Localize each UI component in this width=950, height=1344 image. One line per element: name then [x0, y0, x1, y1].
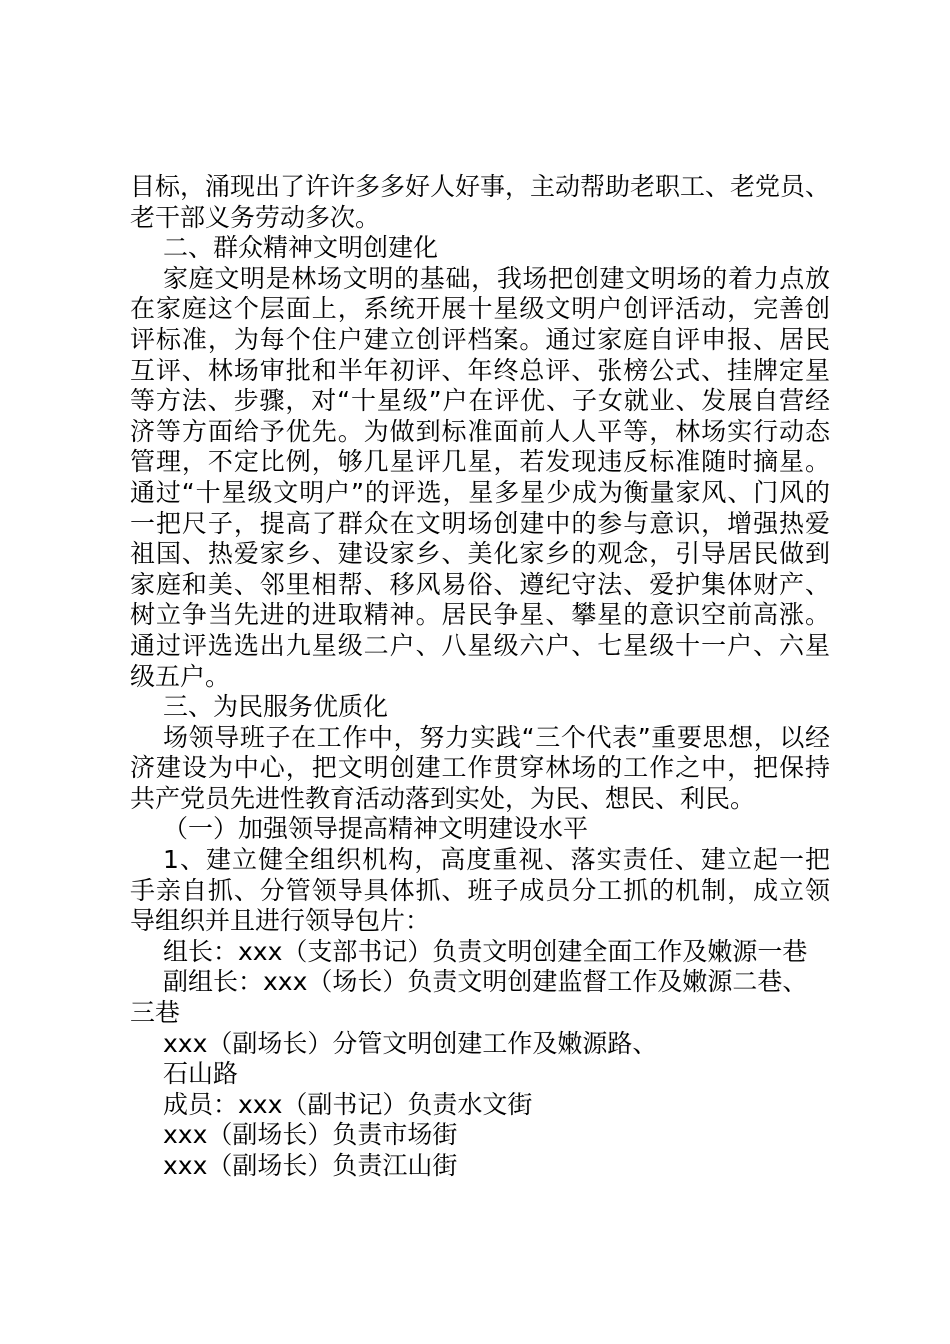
text-line: 家庭和美、邻里相帮、移风易俗、遵纪守法、爱护集体财产、: [130, 569, 830, 599]
text-line: 导组织并且进行领导包片：: [130, 906, 431, 936]
text-line: 共产党员先进性教育活动落到实处，为民、想民、利民。: [130, 783, 756, 813]
section-heading: 二、群众精神文明创建化: [163, 233, 439, 263]
text-line: 树立争当先进的进取精神。居民争星、攀星的意识空前高涨。: [130, 600, 830, 630]
text-line: 家庭文明是林场文明的基础，我场把创建文明场的着力点放: [163, 263, 830, 293]
text-line: 通过“十星级文明户”的评选，星多星少成为衡量家风、门风的: [130, 477, 830, 507]
text-line: xxx（副场长）分管文明创建工作及嫩源路、: [163, 1028, 658, 1058]
text-line: 目标，涌现出了许许多多好人好事，主动帮助老职工、老党员、: [130, 172, 831, 201]
text-line: 评标准，为每个住户建立创评档案。通过家庭自评申报、居民: [130, 324, 830, 354]
text-line: 成员：xxx（副书记）负责水文街: [163, 1089, 533, 1119]
text-line: 石山路: [163, 1059, 239, 1089]
text-line: 三巷: [130, 998, 181, 1028]
document-body: [130, 172, 830, 1182]
text-line: 场领导班子在工作中，努力实践“三个代表”重要思想，以经: [163, 722, 830, 752]
text-line: 通过评选选出九星级二户、八星级六户、七星级十一户、六星: [130, 630, 830, 660]
text-line: 在家庭这个层面上，系统开展十星级文明户创评活动，完善创: [130, 294, 830, 324]
text-line: 组长：xxx（支部书记）负责文明创建全面工作及嫩源一巷: [163, 936, 808, 966]
text-line: 互评、林场审批和半年初评、年终总评、张榜公式、挂牌定星: [130, 355, 830, 385]
text-line: 老干部义务劳动多次。: [130, 202, 381, 232]
section-heading: 三、为民服务优质化: [163, 692, 389, 722]
text-line: 祖国、热爱家乡、建设家乡、美化家乡的观念，引导居民做到: [130, 539, 830, 569]
text-line: 济等方面给予优先。为做到标准面前人人平等，林场实行动态: [130, 416, 830, 446]
text-line: 济建设为中心，把文明创建工作贯穿林场的工作之中，把保持: [130, 753, 830, 783]
text-line: 副组长：xxx（场长）负责文明创建监督工作及嫩源二巷、: [163, 967, 808, 997]
text-line: xxx（副场长）负责市场街: [163, 1120, 458, 1150]
subsection-heading: （一）加强领导提高精神文明建设水平: [163, 814, 589, 844]
text-line: 1、建立健全组织机构，高度重视、落实责任、建立起一把: [163, 845, 830, 875]
text-line: xxx（副场长）负责江山街: [163, 1151, 458, 1180]
text-line: 等方法、步骤，对“十星级”户在评优、子女就业、发展自营经: [130, 386, 830, 416]
text-line: 管理，不定比例，够几星评几星，若发现违反标准随时摘星。: [130, 447, 830, 477]
text-line: 手亲自抓、分管领导具体抓、班子成员分工抓的机制，成立领: [130, 875, 830, 905]
text-line: 级五户。: [130, 661, 231, 691]
text-line: 一把尺子，提高了群众在文明场创建中的参与意识，增强热爱: [130, 508, 830, 538]
